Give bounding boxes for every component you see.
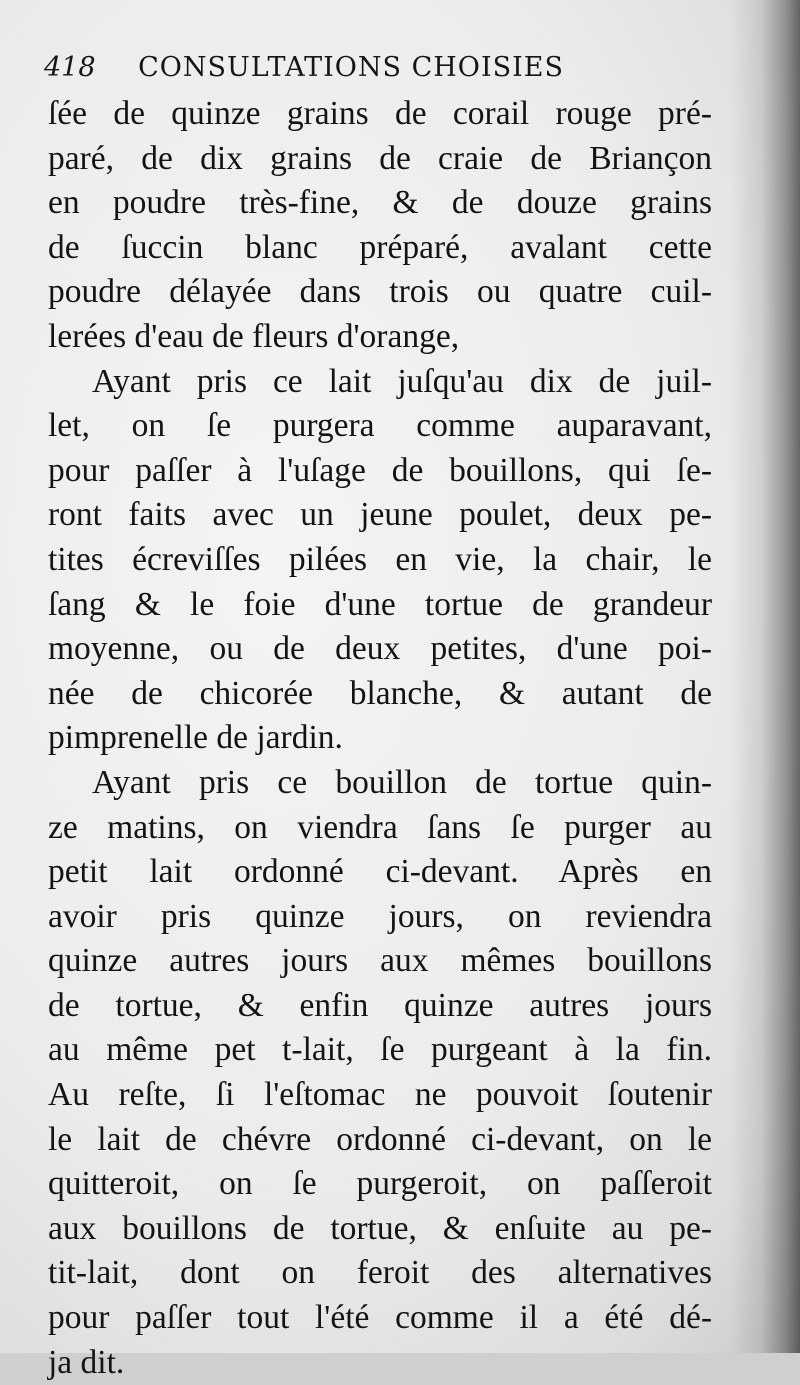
text-line: en poudre très-fine, & de douze grains [48,184,712,222]
running-head [44,48,704,88]
text-line: ja dit. [48,1343,125,1381]
text-line: pour paſſer à l'uſage de bouillons, qui ſe- [48,451,712,489]
text-line: ſée de quinze grains de corail rouge pré- [48,95,712,132]
text-line: moyenne, ou de deux petites, d'une poi- [48,630,712,668]
text-line: pimprenelle de jardin. [48,719,343,757]
text-line: paré, de dix grains de craie de Briançon [48,139,712,177]
text-line: quinze autres jours aux mêmes bouillons [48,942,712,980]
running-head-title: CONSULTATIONS CHOISIES [138,52,564,83]
text-line: avoir pris quinze jours, on reviendra [48,897,712,935]
text-line: au même pet t-lait, ſe purgeant à la fin. [48,1031,712,1069]
page-number: 418 [44,52,96,83]
text-line: de tortue, & enfin quinze autres jours [48,986,712,1024]
text-line: aux bouillons de tortue, & enſuite au pe- [48,1209,712,1247]
text-line: Ayant pris ce bouillon de tortue quin- [92,763,712,801]
text-line: pour paſſer tout l'été comme il a été dé- [48,1299,712,1337]
text-line: Ayant pris ce lait juſqu'au dix de juil- [92,362,712,400]
text-line: ſang & le foie d'une tortue de grandeur [48,585,712,623]
text-line: le lait de chévre ordonné ci-devant, on le [48,1120,712,1158]
body-text [48,92,712,1385]
text-line: petit lait ordonné ci-devant. Après en [48,853,712,891]
text-line: poudre délayée dans trois ou quatre cuil- [48,273,712,311]
text-line: tit-lait, dont on feroit des alternatives [48,1254,712,1292]
text-line: née de chicorée blanche, & autant de [48,674,712,712]
text-line: Au reſte, ſi l'eſtomac ne pouvoit ſoutenir [48,1076,712,1114]
text-line: ze matins, on viendra ſans ſe purger au [48,808,712,846]
text-line: let, on ſe purgera comme auparavant, [48,407,712,445]
text-line: de ſuccin blanc préparé, avalant cette [48,228,712,266]
text-line: quitteroit, on ſe purgeroit, on paſſeroit [48,1165,712,1203]
text-line: tites écreviſſes pilées en vie, la chair, le [48,540,712,578]
text-line: lerées d'eau de fleurs d'orange, [48,317,460,355]
text-line: ront faits avec un jeune poulet, deux pe- [48,496,712,534]
